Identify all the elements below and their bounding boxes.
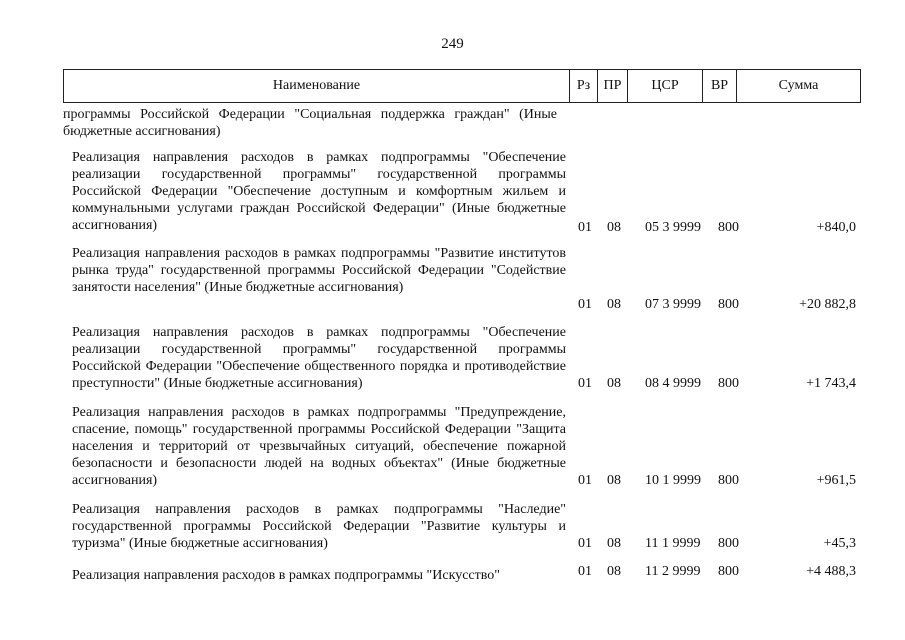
row-rz: 01 xyxy=(578,564,592,579)
header-pr: ПР xyxy=(597,70,627,102)
row-csr: 10 1 9999 xyxy=(645,473,701,488)
row-sum: +45,3 xyxy=(823,536,856,551)
row-vr: 800 xyxy=(718,536,739,551)
row-sum: +961,5 xyxy=(816,473,856,488)
row-description: Реализация направления расходов в рамках подпрограммы "Наследие" государственной программы Российской Федерации "Развитие культуры и туризма" (Иные бюджетные ассигнования) xyxy=(72,502,566,551)
row-rz: 01 xyxy=(578,473,592,488)
row-sum: +20 882,8 xyxy=(799,297,856,312)
row-pr: 08 xyxy=(607,376,621,391)
row-description: программы Российской Федерации "Социальная поддержка граждан" (Иные бюджетные ассигнования) xyxy=(63,107,557,139)
row-description: Реализация направления расходов в рамках подпрограммы "Искусство" xyxy=(72,568,500,583)
row-pr: 08 xyxy=(607,473,621,488)
table-header xyxy=(63,69,861,103)
row-description: Реализация направления расходов в рамках подпрограммы "Обеспечение реализации государственной программы" государственной программы Российской Федерации "Обеспечение общественного порядка и противодействие преступности" (Иные бюджетные ассигнования) xyxy=(72,325,566,391)
row-vr: 800 xyxy=(718,220,739,235)
row-sum: +4 488,3 xyxy=(806,564,856,579)
row-sum: +840,0 xyxy=(816,220,856,235)
row-csr: 08 4 9999 xyxy=(645,376,701,391)
row-csr: 05 3 9999 xyxy=(645,220,701,235)
row-description: Реализация направления расходов в рамках подпрограммы "Обеспечение реализации государственной программы" государственной программы Российской Федерации "Обеспечение доступным и комфортным жильем и коммунальными услугами граждан Российской Федерации" (Иные бюджетные ассигнования) xyxy=(72,150,566,233)
header-name: Наименование xyxy=(272,78,361,93)
row-description: Реализация направления расходов в рамках подпрограммы "Предупреждение, спасение, помощь" государственной программы Российской Федерации "Защита населения и территорий от чрезвычайных ситуаций, обеспечение пожарной безопасности и безопасности людей на водных объектах" (Иные бюджетные ассигнования) xyxy=(72,405,566,488)
row-rz: 01 xyxy=(578,376,592,391)
row-vr: 800 xyxy=(718,376,739,391)
page-number: 249 xyxy=(441,36,464,52)
row-sum: +1 743,4 xyxy=(806,376,856,391)
header-csr: ЦСР xyxy=(627,70,702,102)
row-vr: 800 xyxy=(718,564,739,579)
row-rz: 01 xyxy=(578,220,592,235)
row-pr: 08 xyxy=(607,297,621,312)
row-vr: 800 xyxy=(718,473,739,488)
row-csr: 11 1 9999 xyxy=(645,536,701,551)
header-rz: Рз xyxy=(569,70,597,102)
row-pr: 08 xyxy=(607,564,621,579)
row-rz: 01 xyxy=(578,297,592,312)
row-pr: 08 xyxy=(607,536,621,551)
row-csr: 07 3 9999 xyxy=(645,297,701,312)
header-sum: Сумма xyxy=(736,70,860,102)
row-csr: 11 2 9999 xyxy=(645,564,701,579)
row-vr: 800 xyxy=(718,297,739,312)
row-rz: 01 xyxy=(578,536,592,551)
row-pr: 08 xyxy=(607,220,621,235)
header-vr: ВР xyxy=(702,70,736,102)
row-description: Реализация направления расходов в рамках подпрограммы "Развитие институтов рынка труда" государственной программы Российской Федерации "Содействие занятости населения" (Иные бюджетные ассигнования) xyxy=(72,246,566,295)
